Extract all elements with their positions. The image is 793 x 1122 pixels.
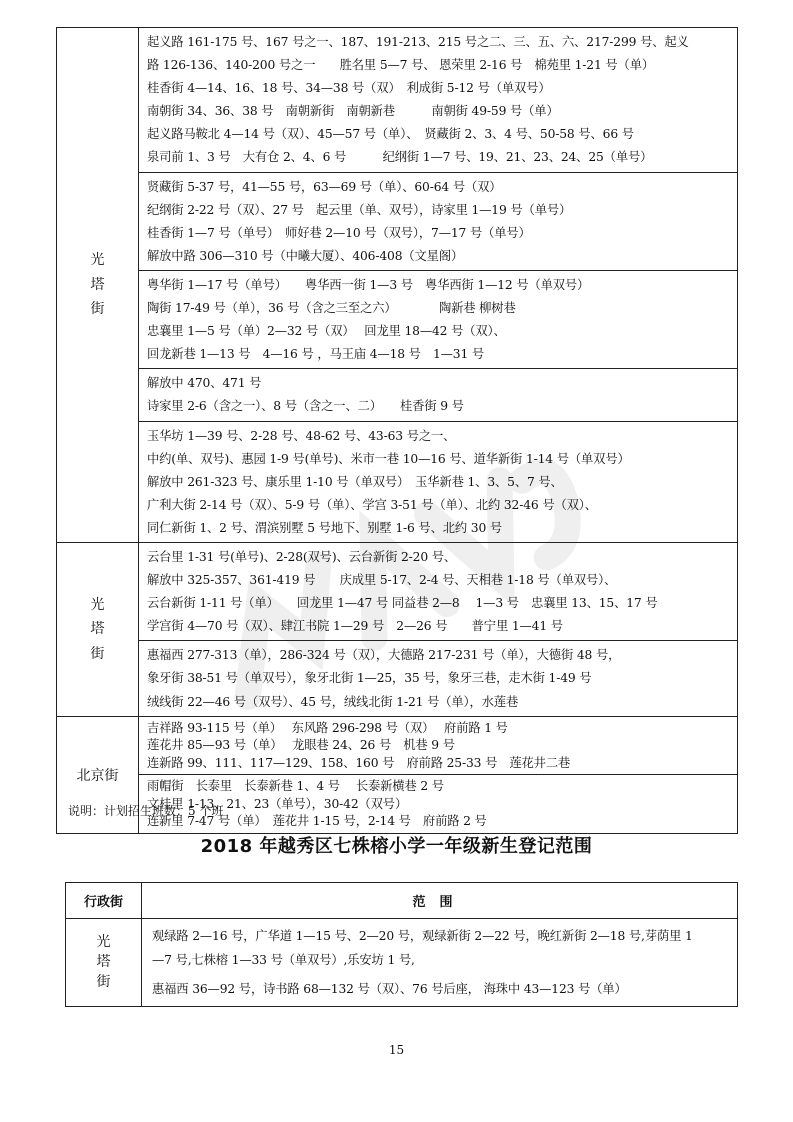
address-line: 玉华坊 1—39 号、2-28 号、48-62 号、43-63 号之一、: [147, 428, 456, 443]
address-line: 象牙街 38-51 号（单双号），象牙北街 1—25，35 号，象牙三巷，走木街 1-49 号: [147, 671, 592, 686]
district-char: 街: [90, 645, 105, 662]
address-line: —7 号,七株榕 1—33 号（单双号）,乐安坊 1 号,: [152, 952, 415, 967]
address-line: 陶街 17-49 号（单），36 号（含之三至之六） 陶新巷 柳树巷: [147, 301, 516, 316]
district-char: 街: [96, 974, 111, 991]
address-line: 吉祥路 93-115 号（单） 东风路 296-298 号（双） 府前路 1 号: [147, 720, 508, 735]
range-cell: [139, 28, 738, 173]
class-count-note: 说明：计划招生班数：5 个班: [68, 804, 224, 818]
range-cell: [142, 919, 738, 1007]
address-line: 莲花井 85—93 号（单） 龙眼巷 24、26 号 机巷 9 号: [147, 738, 455, 753]
range-cell: [139, 421, 738, 542]
address-line: 雨帽街 长泰里 长泰新巷 1、4 号 长泰新横巷 2 号: [147, 779, 444, 794]
address-line: 纪纲街 2-22 号（双）、27 号 起云里（单、双号），诗家里 1—19 号（单号）: [147, 202, 572, 217]
section-title: 2018 年越秀区七株榕小学一年级新生登记范围: [200, 836, 593, 857]
address-line: 桂香街 1—7 号（单号） 师好巷 2—10 号（双号），7—17 号（单号）: [147, 225, 531, 240]
range-cell: [139, 369, 738, 421]
district-cell-guangta: [57, 542, 139, 716]
address-line: 观绿路 2—16 号，广华道 1—15 号、2—20 号，观绿新街 2—22 号，晚红新街 2—18 号,芽荫里 1: [152, 929, 693, 943]
address-line: 诗家里 2-6（含之一）、8 号（含之一、二） 桂香街 9 号: [147, 399, 464, 414]
address-line: 解放中路 306—310 号（中曦大厦）、406-408（文星阁）: [147, 248, 464, 263]
address-line: 起义路 161-175 号、167 号之一、187、191-213、215 号之二、三、五、六、217-299 号、起义: [147, 35, 689, 49]
address-line: 连新路 99、111、117—129、158、160 号 府前路 25-33 号 莲花井二巷: [147, 755, 571, 770]
table-row: [57, 716, 738, 775]
table-row: [57, 641, 738, 716]
address-line: 文桂里 1-13、21、23（单号），30-42（双号）: [147, 796, 408, 811]
address-line: 忠襄里 1—5 号（单）2—32 号（双） 回龙里 18—42 号（双）、: [147, 324, 506, 339]
address-line: 贤藏街 5-37 号，41—55 号，63—69 号（单）、60-64 号（双）: [147, 179, 502, 194]
range-cell: [139, 542, 738, 640]
district-char: 塔: [90, 621, 105, 638]
address-line: 泉司前 1、3 号 大有仓 2、4、6 号 纪纲街 1—7 号、19、21、23、24、25（单号）: [147, 150, 653, 165]
address-line: 解放中 325-357、361-419 号 庆成里 5-17、2-4 号、天相巷 1-18 号（单双号）、: [147, 573, 617, 588]
district-cell-guangta: [66, 919, 142, 1007]
district-cell-guangta: [57, 28, 139, 543]
address-line: 回龙新巷 1—13 号 4—16 号 ，马王庙 4—18 号 1—31 号: [147, 347, 485, 362]
address-line: 解放中 261-323 号、康乐里 1-10 号（单双号） 玉华新巷 1、3、5、7 号、: [147, 474, 563, 489]
district-cell-beijing: 北京街: [57, 716, 139, 833]
address-line: 桂香街 4—14、16、18 号、34—38 号（双） 利成街 5-12 号（单双号）: [147, 81, 551, 96]
range-cell: [139, 716, 738, 775]
address-line: 广利大街 2-14 号（双）、5-9 号（单）、学宫 3-51 号（单）、北约 32-46 号（双）、: [147, 497, 597, 512]
district-char: 塔: [90, 276, 105, 293]
address-line: 学宫街 4—70 号（双）、肆江书院 1—29 号 2—26 号 普宁里 1—41 号: [147, 619, 563, 634]
address-line: 云台里 1-31 号(单号)、2-28(双号)、云台新街 2-20 号、: [147, 549, 457, 564]
table-row: [57, 421, 738, 542]
address-line: 起义路马鞍北 4—14 号（双）、45—57 号（单）、 贤藏街 2、3、4 号、50-58 号、66 号: [147, 127, 634, 142]
table-row: [57, 270, 738, 368]
district-char: 光: [96, 933, 111, 950]
range-cell: [139, 270, 738, 368]
address-line: 惠福西 36—92 号，诗书路 68—132 号（双）、76 号后座， 海珠中 43—123 号（单）: [152, 982, 627, 996]
table-row: [57, 542, 738, 640]
address-line: 同仁新街 1、2 号、渭滨别墅 5 号地下、别墅 1-6 号、北约 30 号: [147, 520, 503, 535]
address-line: 粤华街 1—17 号（单号） 粤华西一街 1—3 号 粤华西街 1—12 号（单双号）: [147, 277, 590, 292]
district-char: 光: [90, 596, 105, 613]
registration-table-qizhurong: [65, 882, 738, 1007]
district-char: 街: [90, 301, 105, 318]
district-char: 塔: [96, 954, 111, 971]
address-line: 惠福西 277-313（单），286-324 号（双），大德路 217-231 号（单），大德街 48 号，: [147, 648, 621, 663]
range-cell: [139, 641, 738, 716]
district-char: 光: [90, 252, 105, 269]
range-cell: [139, 172, 738, 270]
page-number: 15: [388, 1043, 405, 1057]
registration-table-continued: [56, 27, 738, 834]
header-range: 范围: [142, 883, 738, 919]
table-row: [57, 369, 738, 421]
header-district: 行政街: [66, 883, 142, 919]
address-line: 解放中 470、471 号: [147, 376, 262, 391]
address-line: 南朝街 34、36、38 号 南朝新街 南朝新巷 南朝街 49-59 号（单）: [147, 104, 559, 119]
address-line: 中约(单、双号)、惠园 1-9 号(单号)、米市一巷 10—16 号、道华新街 1-14 号（单双号）: [147, 451, 630, 466]
table-row: [57, 172, 738, 270]
range-cell: [139, 775, 738, 834]
address-line: 绒线街 22—46 号（双号）、45 号，绒线北街 1-21 号（单），水莲巷: [147, 694, 519, 709]
address-line: 连新里 7-47 号（单） 莲花井 1-15 号，2-14 号 府前路 2 号: [147, 814, 487, 829]
address-line: 云台新街 1-11 号（单） 回龙里 1—47 号 同益巷 2—8 1—3 号 忠襄里 13、15、17 号: [147, 596, 658, 611]
table-row: [57, 28, 738, 173]
address-line: 路 126-136、140-200 号之一 胜名里 5—7 号、 恩荣里 2-16 号 棉苑里 1-21 号（单）: [147, 58, 654, 73]
